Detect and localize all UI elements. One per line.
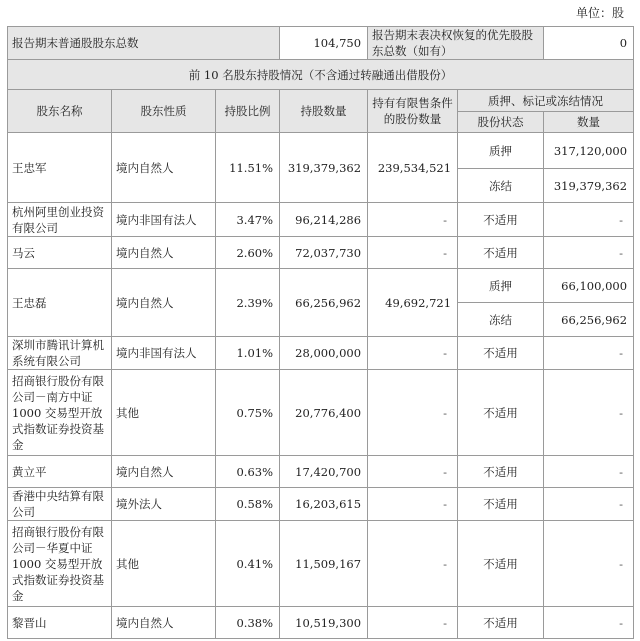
common-shareholders-value: 104,750: [280, 27, 368, 60]
pledge-amount: -: [544, 488, 634, 521]
header-qty: 持股数量: [280, 90, 368, 133]
share-status: 不适用: [458, 337, 544, 370]
table-row: [8, 269, 634, 303]
pledge-amount: 319,379,362: [544, 169, 634, 203]
common-shareholders-label: 报告期末普通股股东总数: [8, 27, 280, 60]
holding-ratio: 0.75%: [216, 370, 280, 456]
shareholder-nature: 境内自然人: [112, 237, 216, 269]
share-status: 不适用: [458, 488, 544, 521]
holding-quantity: 20,776,400: [280, 370, 368, 456]
shareholder-name: 王忠军: [8, 133, 112, 203]
restricted-shares: -: [368, 337, 458, 370]
holding-ratio: 0.41%: [216, 521, 280, 607]
restricted-shares: -: [368, 488, 458, 521]
holding-quantity: 16,203,615: [280, 488, 368, 521]
share-status: 不适用: [458, 370, 544, 456]
holding-quantity: 96,214,286: [280, 203, 368, 237]
table-row: [8, 488, 634, 521]
header-nature: 股东性质: [112, 90, 216, 133]
holding-ratio: 0.38%: [216, 607, 280, 639]
pledge-amount: -: [544, 237, 634, 269]
restricted-shares: -: [368, 521, 458, 607]
share-status: 质押: [458, 133, 544, 169]
restricted-shares: -: [368, 203, 458, 237]
holding-ratio: 2.39%: [216, 269, 280, 337]
restricted-shares: -: [368, 237, 458, 269]
table-row: [8, 133, 634, 169]
share-status: 不适用: [458, 203, 544, 237]
restricted-shares: -: [368, 456, 458, 488]
shareholder-table: [7, 26, 634, 639]
holding-quantity: 10,519,300: [280, 607, 368, 639]
pledge-amount: -: [544, 337, 634, 370]
shareholder-name: 深圳市腾讯计算机系统有限公司: [8, 337, 112, 370]
pledge-amount: -: [544, 370, 634, 456]
pledge-amount: -: [544, 607, 634, 639]
shareholder-name: 招商银行股份有限公司－华夏中证 1000 交易型开放式指数证券投资基金: [8, 521, 112, 607]
holding-quantity: 11,509,167: [280, 521, 368, 607]
share-status: 冻结: [458, 303, 544, 337]
section-title: 前 10 名股东持股情况（不含通过转融通出借股份）: [8, 60, 634, 90]
holding-quantity: 319,379,362: [280, 133, 368, 203]
shareholder-name: 香港中央结算有限公司: [8, 488, 112, 521]
pledge-amount: 317,120,000: [544, 133, 634, 169]
restricted-shares: -: [368, 607, 458, 639]
header-amount: 数量: [544, 112, 634, 133]
shareholder-nature: 境内非国有法人: [112, 203, 216, 237]
preferred-shareholders-label: 报告期末表决权恢复的优先股股东总数（如有）: [368, 27, 544, 60]
share-status: 质押: [458, 269, 544, 303]
holding-ratio: 2.60%: [216, 237, 280, 269]
pledge-amount: -: [544, 203, 634, 237]
share-status: 不适用: [458, 521, 544, 607]
holding-ratio: 0.63%: [216, 456, 280, 488]
holding-ratio: 0.58%: [216, 488, 280, 521]
shareholder-name: 招商银行股份有限公司－南方中证 1000 交易型开放式指数证券投资基金: [8, 370, 112, 456]
shareholder-nature: 其他: [112, 521, 216, 607]
restricted-shares: 49,692,721: [368, 269, 458, 337]
table-row: [8, 521, 634, 607]
share-status: 不适用: [458, 456, 544, 488]
table-row: [8, 607, 634, 639]
holding-quantity: 72,037,730: [280, 237, 368, 269]
table-row: [8, 456, 634, 488]
shareholder-name: 王忠磊: [8, 269, 112, 337]
table-row: [8, 370, 634, 456]
shareholder-name: 黄立平: [8, 456, 112, 488]
shareholder-nature: 其他: [112, 370, 216, 456]
shareholder-name: 杭州阿里创业投资有限公司: [8, 203, 112, 237]
pledge-amount: 66,256,962: [544, 303, 634, 337]
shareholder-nature: 境内非国有法人: [112, 337, 216, 370]
pledge-amount: 66,100,000: [544, 269, 634, 303]
header-status: 股份状态: [458, 112, 544, 133]
table-row: [8, 237, 634, 269]
share-status: 冻结: [458, 169, 544, 203]
pledge-amount: -: [544, 456, 634, 488]
header-name: 股东名称: [8, 90, 112, 133]
holding-ratio: 11.51%: [216, 133, 280, 203]
header-restricted: 持有有限售条件的股份数量: [368, 90, 458, 133]
shareholder-nature: 境内自然人: [112, 133, 216, 203]
table-row: [8, 337, 634, 370]
shareholder-nature: 境内自然人: [112, 607, 216, 639]
shareholder-nature: 境内自然人: [112, 269, 216, 337]
preferred-shareholders-value: 0: [544, 27, 634, 60]
holding-quantity: 66,256,962: [280, 269, 368, 337]
shareholder-nature: 境外法人: [112, 488, 216, 521]
holding-quantity: 17,420,700: [280, 456, 368, 488]
holding-quantity: 28,000,000: [280, 337, 368, 370]
restricted-shares: -: [368, 370, 458, 456]
shareholder-name: 黎晋山: [8, 607, 112, 639]
shareholder-nature: 境内自然人: [112, 456, 216, 488]
unit-label: 单位：股: [575, 6, 624, 20]
restricted-shares: 239,534,521: [368, 133, 458, 203]
holding-ratio: 3.47%: [216, 203, 280, 237]
header-pledge-group: 质押、标记或冻结情况: [458, 90, 634, 112]
share-status: 不适用: [458, 237, 544, 269]
header-ratio: 持股比例: [216, 90, 280, 133]
pledge-amount: -: [544, 521, 634, 607]
share-status: 不适用: [458, 607, 544, 639]
shareholder-name: 马云: [8, 237, 112, 269]
table-row: [8, 203, 634, 237]
holding-ratio: 1.01%: [216, 337, 280, 370]
